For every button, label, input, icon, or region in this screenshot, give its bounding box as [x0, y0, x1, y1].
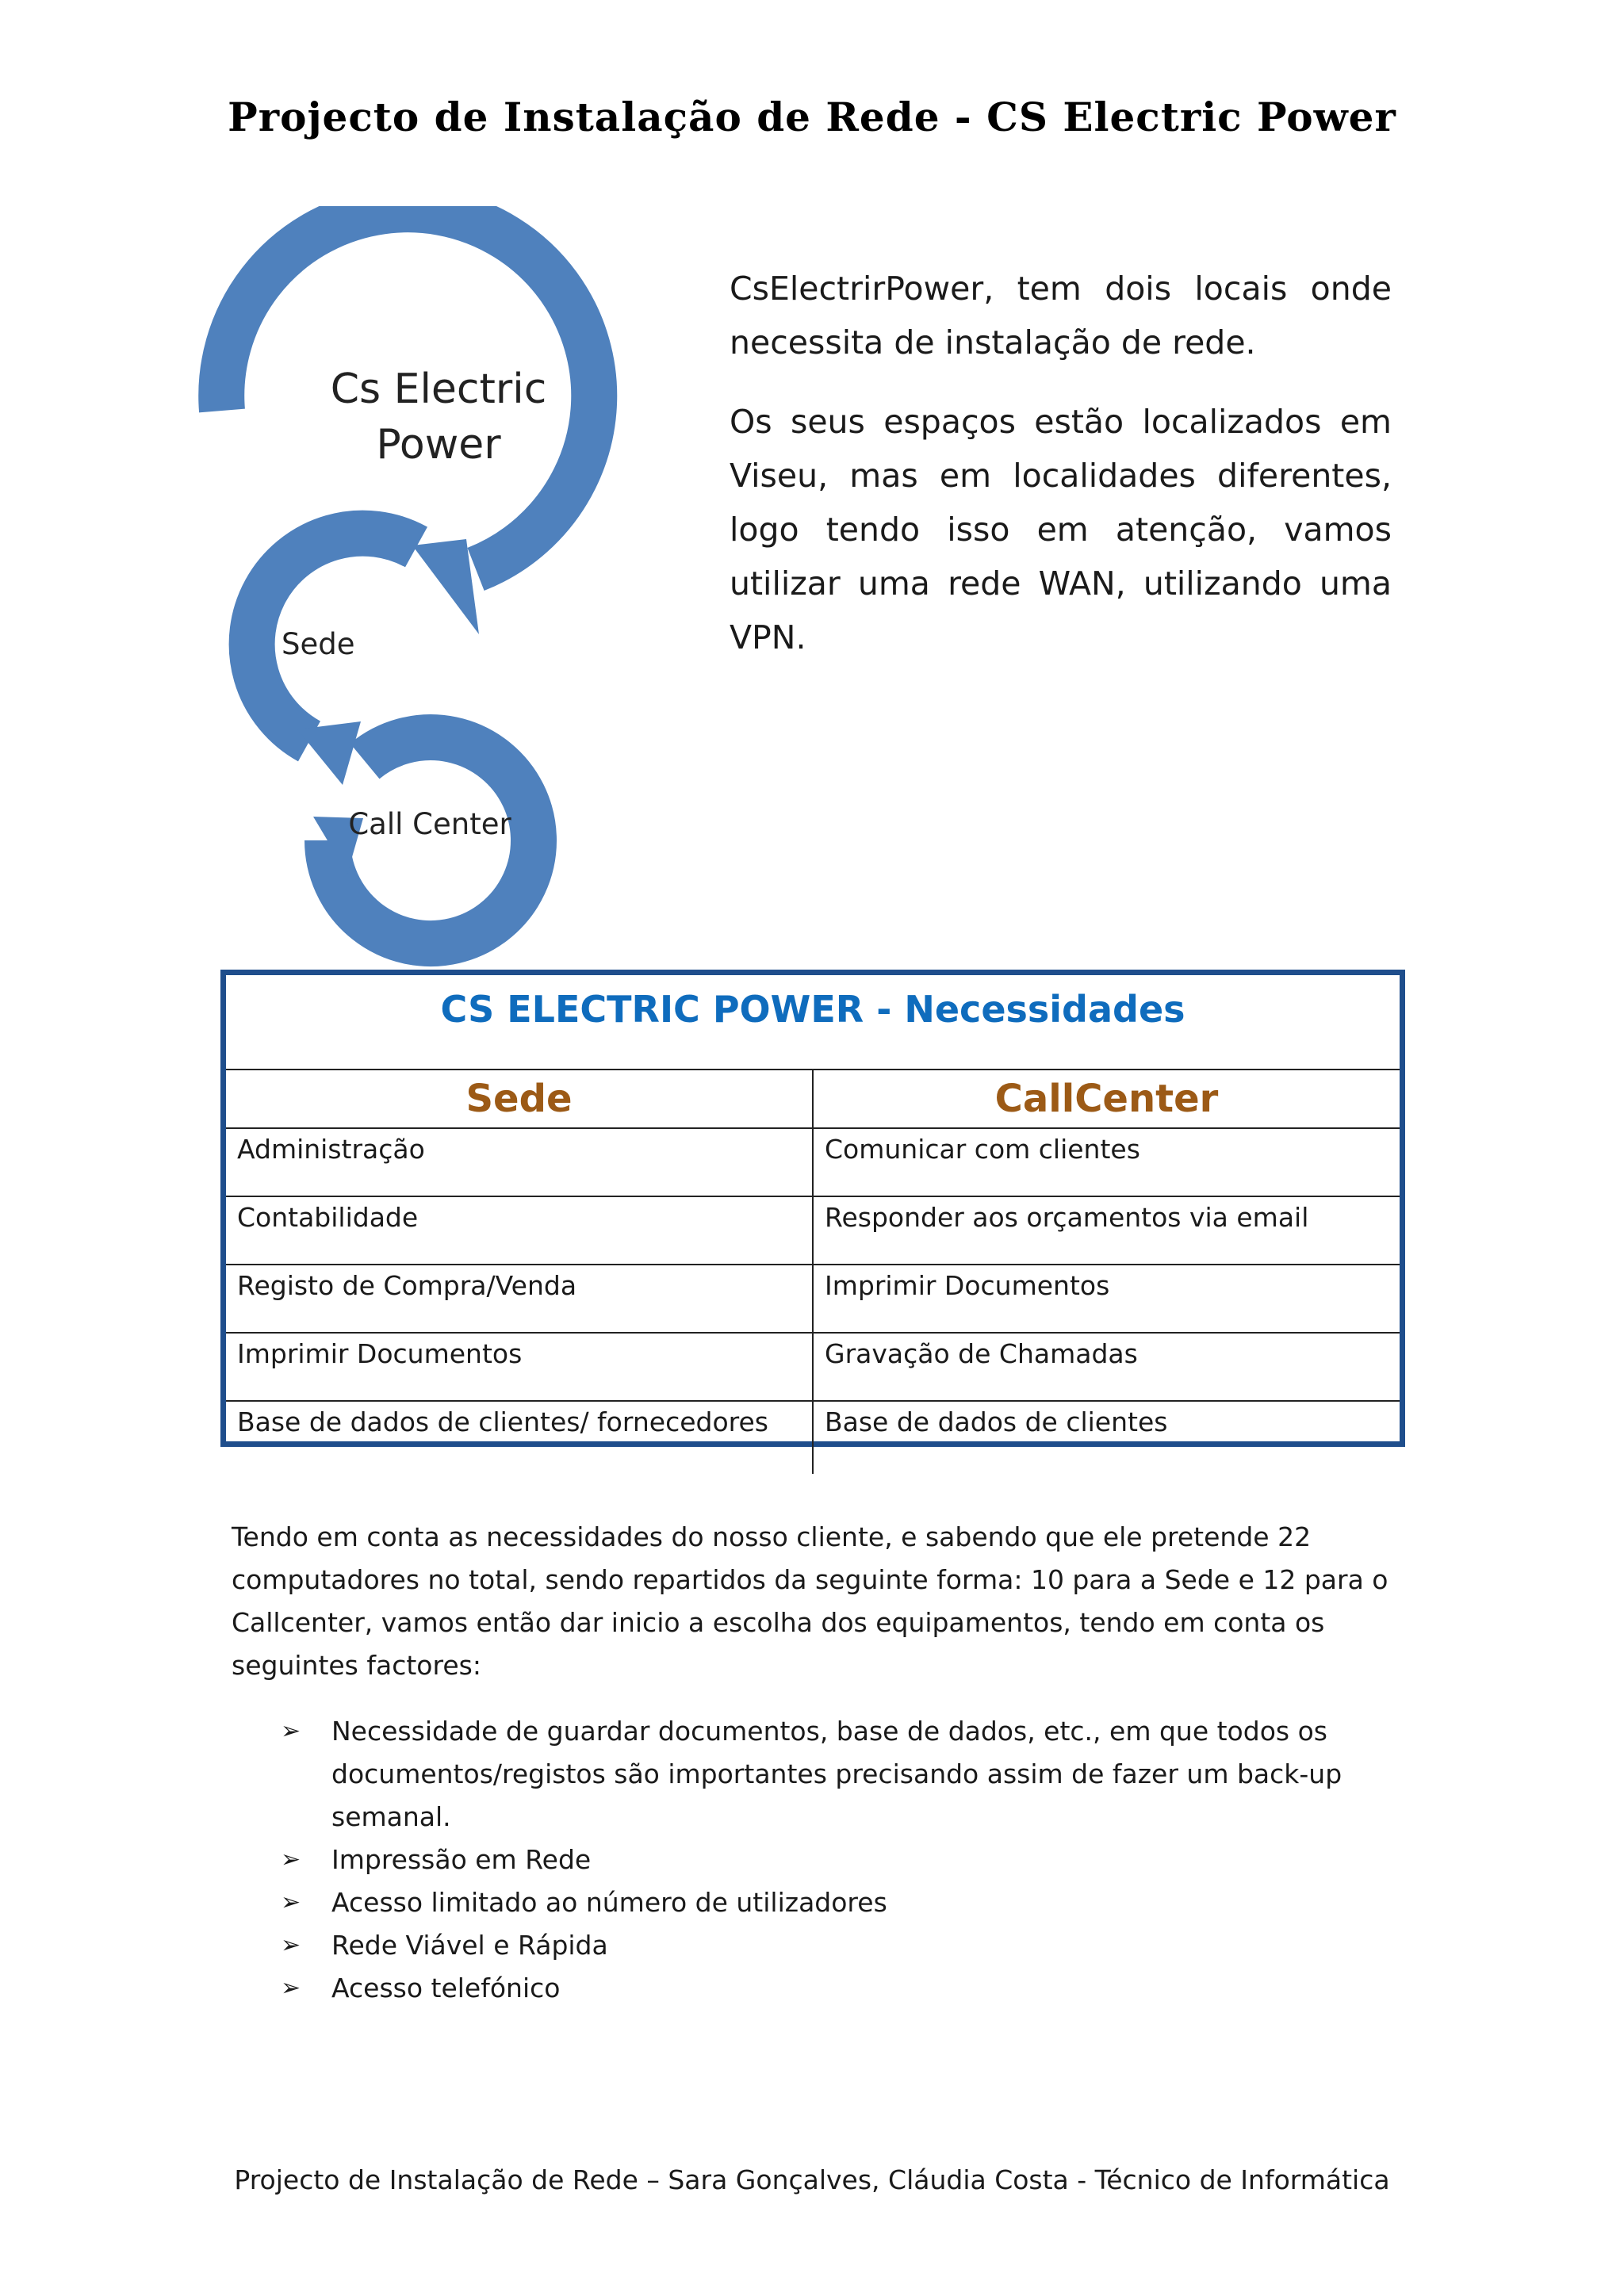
table-cell: Base de dados de clientes — [825, 1406, 1168, 1437]
intro-text — [730, 262, 1392, 690]
body-paragraph: Tendo em conta as necessidades do nosso cliente, e sabendo que ele pretende 22 computadores no total, sendo repartidos da seguinte forma: 10 para a Sede e 12 para o Callcenter, vamos então dar inicio a escolha dos equipamentos, tendo em conta os seguintes factores: — [232, 1521, 1388, 1681]
table-cell: Base de dados de clientes/ fornecedores — [226, 1401, 813, 1474]
table-cell: Registo de Compra/Venda — [226, 1265, 813, 1333]
arrowhead-bullet-icon: ➢ — [281, 1888, 301, 1916]
cycle-diagram — [174, 206, 682, 983]
call-center-node-label: Call Center — [348, 807, 511, 841]
document-title: Projecto de Instalação de Rede - CS Electric Power — [228, 94, 1396, 140]
table-cell: Imprimir Documentos — [813, 1265, 1400, 1333]
list-item — [281, 1967, 1407, 2010]
table-row — [226, 1265, 1400, 1333]
table-cell: Contabilidade — [226, 1196, 813, 1265]
intro-paragraph-1: CsElectrirPower, tem dois locais onde necessita de instalação de rede. — [730, 270, 1392, 362]
main-arrowhead-icon — [412, 539, 479, 634]
list-item — [281, 1924, 1407, 1967]
list-item — [281, 1881, 1407, 1924]
needs-table — [226, 1070, 1400, 1474]
column-header-callcenter: CallCenter — [813, 1070, 1400, 1128]
table-row — [226, 1128, 1400, 1196]
needs-table-box — [220, 970, 1405, 1447]
table-row — [226, 1401, 1400, 1474]
page-footer: Projecto de Instalação de Rede – Sara Gonçalves, Cláudia Costa - Técnico de Informática — [234, 2164, 1390, 2195]
arrowhead-bullet-icon: ➢ — [281, 1717, 301, 1745]
list-item-text: Rede Viável e Rápida — [331, 1930, 608, 1961]
needs-table-title: CS ELECTRIC POWER - Necessidades — [226, 975, 1400, 1070]
list-item — [281, 1710, 1407, 1839]
list-item-text: Acesso telefónico — [331, 1973, 561, 2003]
factors-list — [281, 1710, 1407, 2010]
sede-arrowhead-icon — [297, 721, 361, 785]
list-item-text: Impressão em Rede — [331, 1844, 592, 1875]
arrowhead-bullet-icon: ➢ — [281, 1846, 301, 1873]
sede-node-label: Sede — [282, 627, 355, 661]
arrowhead-bullet-icon: ➢ — [281, 1931, 301, 1959]
intro-paragraph-2: Os seus espaços estão localizados em Viseu, mas em localidades diferentes, logo tendo isso em atenção, vamos utilizar uma rede WAN, utilizando uma VPN. — [730, 403, 1392, 656]
table-cell: Comunicar com clientes — [813, 1128, 1400, 1196]
arrowhead-bullet-icon: ➢ — [281, 1974, 301, 2002]
center-label-line1: Cs Electric — [330, 365, 547, 413]
table-cell: Imprimir Documentos — [226, 1333, 813, 1401]
needs-table-header-row — [226, 1070, 1400, 1128]
center-label-line2: Power — [376, 421, 501, 469]
table-row — [226, 1333, 1400, 1401]
table-row — [226, 1196, 1400, 1265]
table-cell: Responder aos orçamentos via email — [813, 1196, 1400, 1265]
table-cell: Gravação de Chamadas — [813, 1333, 1400, 1401]
list-item-text: Acesso limitado ao número de utilizadores — [331, 1887, 887, 1918]
column-header-sede: Sede — [226, 1070, 813, 1128]
table-cell: Administração — [226, 1128, 813, 1196]
list-item-text: Necessidade de guardar documentos, base de dados, etc., em que todos os documentos/registos são importantes precisando assim de fazer um back-up semanal. — [331, 1716, 1342, 1832]
list-item — [281, 1839, 1407, 1881]
